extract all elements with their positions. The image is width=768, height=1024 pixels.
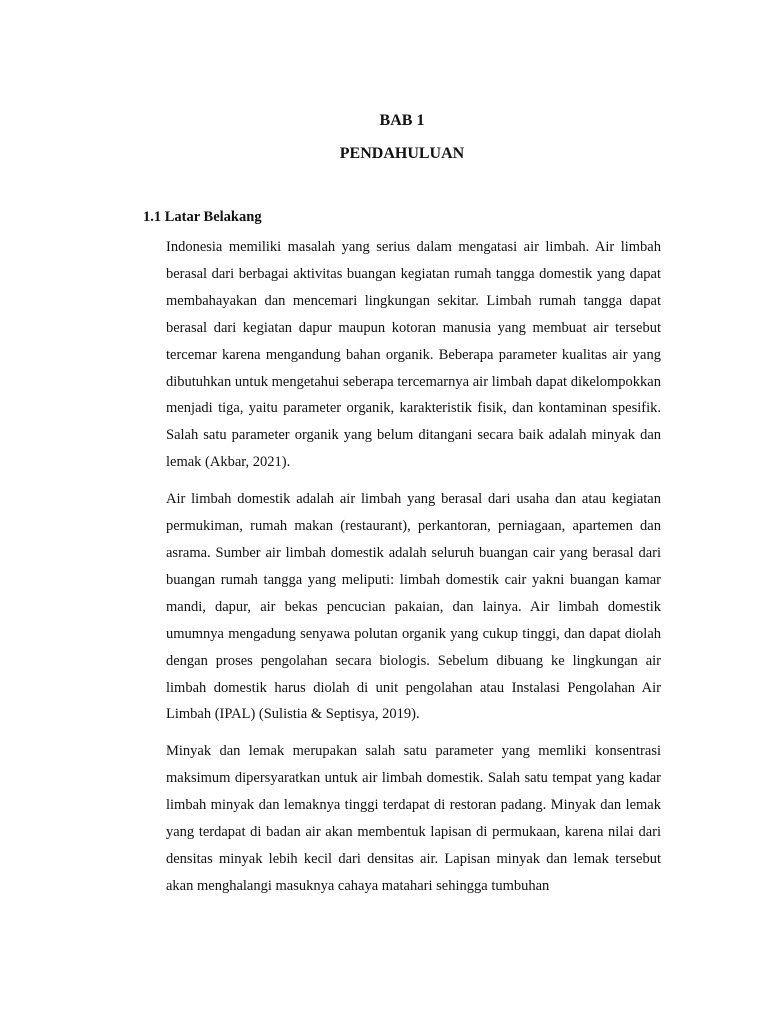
- section-heading: 1.1 Latar Belakang: [143, 209, 262, 225]
- paragraph-1: Indonesia memiliki masalah yang serius dalam mengatasi air limbah. Air limbah berasal dari berbagai aktivitas buangan kegiatan rumah tangga domestik yang dapat membahayakan dan mencemari lingkungan sekitar. Limbah rumah tangga dapat berasal dari kegiatan dapur maupun kotoran manusia yang membuat air tersebut tercemar karena mengandung bahan organik. Beberapa parameter kualitas air yang dibutuhkan untuk mengetahui seberapa tercemarnya air limbah dapat dikelompokkan menjadi tiga, yaitu parameter organik, karakteristik fisik, dan kontaminan spesifik. Salah satu parameter organik yang belum ditangani secara baik adalah minyak dan lemak (Akbar, 2021).: [166, 239, 661, 471]
- chapter-number: BAB 1: [379, 112, 425, 129]
- paragraph-3: Minyak dan lemak merupakan salah satu parameter yang memliki konsentrasi maksimum dipersyaratkan untuk air limbah domestik. Salah satu tempat yang kadar limbah minyak dan lemaknya tinggi terdapat di restoran padang. Minyak dan lemak yang terdapat di badan air akan membentuk lapisan di permukaan, karena nilai dari densitas minyak lebih kecil dari densitas air. Lapisan minyak dan lemak tersebut akan menghalangi masuknya cahaya matahari sehingga tumbuhan: [166, 743, 661, 894]
- paragraph-2: Air limbah domestik adalah air limbah yang berasal dari usaha dan atau kegiatan permukiman, rumah makan (restaurant), perkantoran, perniagaan, apartemen dan asrama. Sumber air limbah domestik adalah seluruh buangan cair yang berasal dari buangan rumah tangga yang meliputi: limbah domestik cair yakni buangan kamar mandi, dapur, air bekas pencucian pakaian, dan lainya. Air limbah domestik umumnya mengadung senyawa polutan organik yang cukup tinggi, dan dapat diolah dengan proses pengolahan secara biologis. Sebelum dibuang ke lingkungan air limbah domestik harus diolah di unit pengolahan atau Instalasi Pengolahan Air Limbah (IPAL) (Sulistia & Septisya, 2019).: [166, 491, 661, 723]
- chapter-title: PENDAHULUAN: [339, 145, 465, 162]
- body-text: [166, 234, 661, 910]
